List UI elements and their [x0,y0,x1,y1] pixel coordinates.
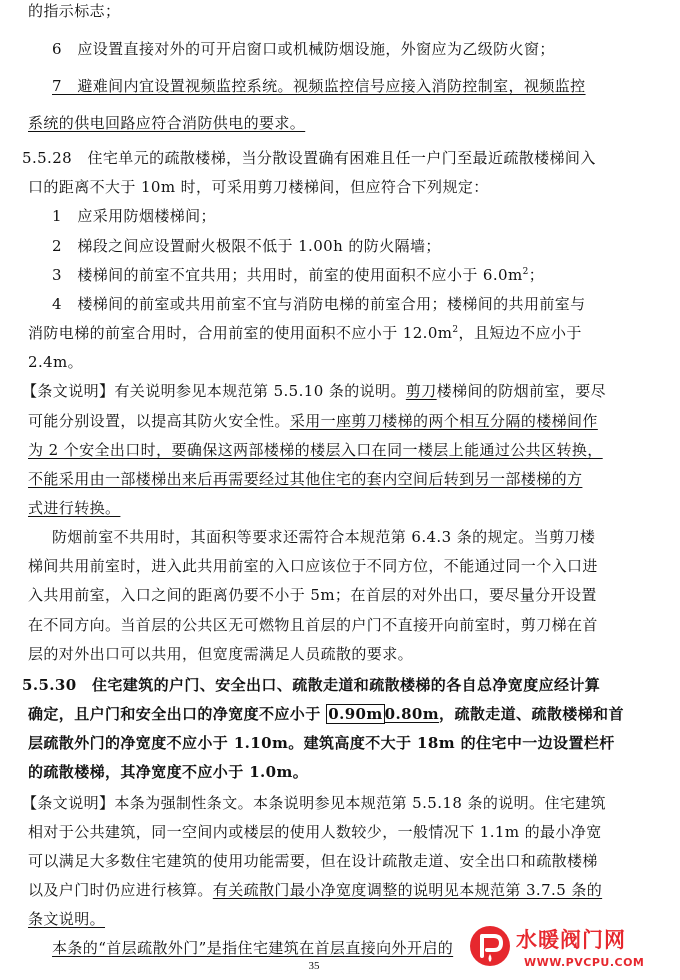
watermark-url: WWW.PVCPU.COM [524,956,645,969]
text-line: 确定，且户门和安全出口的净宽度不应小于 0.90m 0.80m，疏散走道、疏散楼梯和首 [28,705,624,723]
text-line: 不能采用由一部楼梯出来后再需要经过其他住宅的套内空间后转到另一部楼梯的方 [28,470,583,488]
site-watermark [462,922,645,980]
clause-explanation: 【条文说明】本条为强制性条文。本条说明参见本规范第 5.5.18 条的说明。住宅建筑 [22,794,607,812]
text-line: 条文说明。 [28,910,106,928]
list-item: 3 楼梯间的前室不宜共用；共用时，前室的使用面积不应小于 $6.0m^2$； [52,266,545,284]
clause-heading: 5.5.28 住宅单元的疏散楼梯，当分散设置确有困难且任一户门至最近疏散楼梯间入 [22,149,596,167]
list-item: 2 梯段之间应设置耐火极限不低于 1.00h 的防火隔墙； [52,237,441,255]
text-line: 以及户门时仍应进行核算。有关疏散门最小净宽度调整的说明见本规范第 3.7.5 条的 [28,881,603,899]
text-line: 的疏散楼梯，其净宽度不应小于 1.0m。 [28,763,309,781]
watermark-title: 水暖阀门网 [516,928,626,952]
text-line: 在不同方向。当首层的公共区无可燃物且首层的户门不直接开向前室时，剪刀梯在首 [28,616,598,634]
text-line: 式进行转换。 [28,499,121,517]
text-line: 梯间共用前室时，进入此共用前室的入口应该位于不同方位，不能通过同一个入口进 [28,557,598,575]
text-line: 为 2 个安全出口时，要确保这两部楼梯的楼层入口在同一楼层上能通过公共区转换， [28,441,603,459]
list-item: 1 应采用防烟楼梯间； [52,207,216,225]
text-line: 口的距离不大于 10m 时，可采用剪刀楼梯间，但应符合下列规定： [28,178,489,196]
list-item: 4 楼梯间的前室或共用前室不宜与消防电梯的前室合用；楼梯间的共用前室与 [52,295,586,313]
valve-logo-icon [468,924,512,968]
list-item: 6 应设置直接对外的可开启窗口或机械防烟设施，外窗应为乙级防火窗； [52,40,555,58]
paragraph-start: 防烟前室不共用时，其面积等要求还需符合本规范第 6.4.3 条的规定。当剪刀楼 [52,528,596,546]
text-line: 层疏散外门的净宽度不应小于 1.10m。建筑高度不大于 18m 的住宅中一边设置栏杆 [28,734,615,752]
text-line: 相对于公共建筑，同一空间内或楼层的使用人数较少，一般情况下 1.1m 的最小净宽 [28,823,602,841]
paragraph-start: 本条的“首层疏散外门”是指住宅建筑在首层直接向外开启的 [52,939,454,957]
text-line: 可以满足大多数住宅建筑的使用功能需要，但在设计疏散走道、安全出口和疏散楼梯 [28,852,598,870]
text-line: 可能分别设置，以提高其防火安全性。采用一座剪刀楼梯的两个相互分隔的楼梯间作 [28,412,598,430]
text-line: 层的对外出口可以共用，但宽度需满足人员疏散的要求。 [28,645,414,663]
revised-value: 0.80m [384,705,440,723]
clause-explanation: 【条文说明】有关说明参见本规范第 5.5.10 条的说明。剪刀楼梯间的防烟前室，要尽 [22,382,607,400]
text-line: 入共用前室，入口之间的距离仍要不小于 5m；在首层的对外出口，要尽量分开设置 [28,586,597,604]
text-line: 消防电梯的前室合用时，合用前室的使用面积不应小于 $12.0m^2$，且短边不应小于 [28,324,582,342]
text-line: 的指示标志； [28,2,121,20]
list-item: 7 避难间内宜设置视频监控系统。视频监控信号应接入消防控制室，视频监控 [52,77,586,95]
list-item-continued: 系统的供电回路应符合消防供电的要求。 [28,114,306,132]
page-number: 35 [308,960,320,972]
revised-value-box: 0.90m [328,705,383,723]
text-line: 2.4m。 [28,353,84,371]
clause-heading: 5.5.30 住宅建筑的户门、安全出口、疏散走道和疏散楼梯的各自总净宽度应经计算 [22,676,601,694]
